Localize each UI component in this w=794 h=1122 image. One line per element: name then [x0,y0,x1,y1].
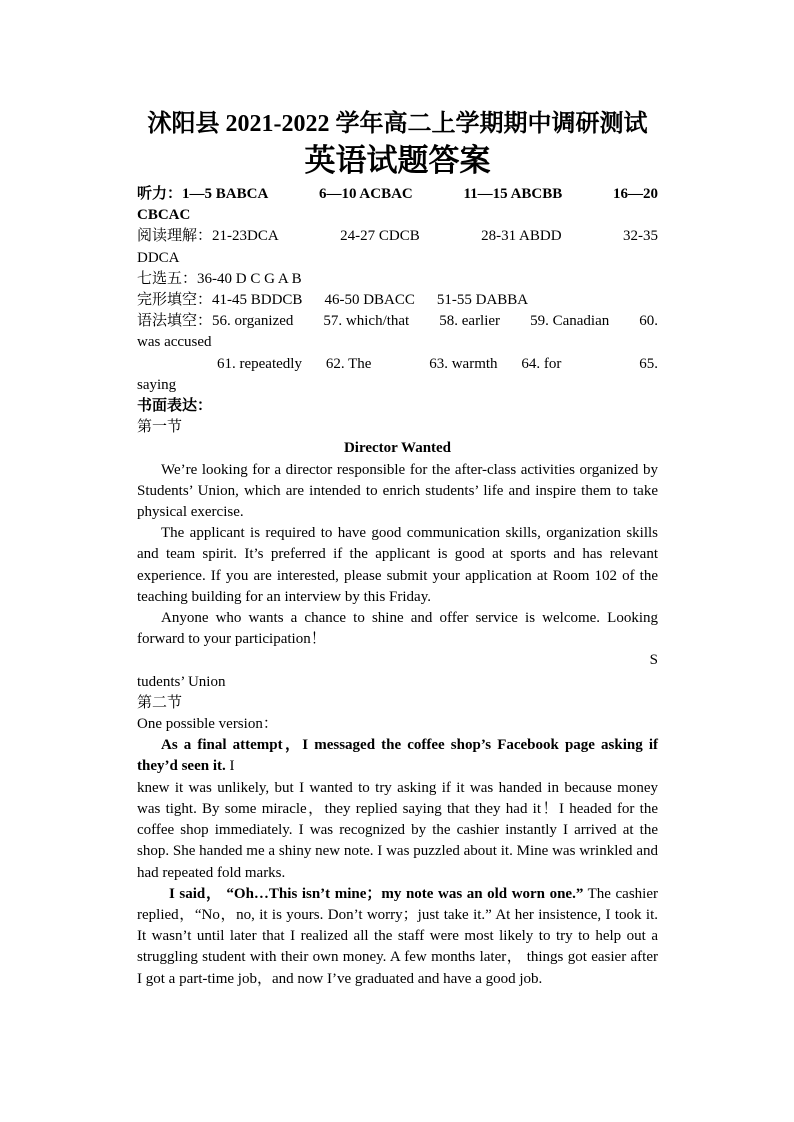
listening-16-20: CBCAC [137,207,191,224]
story-paragraph-2: knew it was unlikely, but I wanted to try asking if it was handed in because money was tight. By some miracle，they replied saying that they had it！I headed for the coffee shop immediately. I was recognized by the cashier instantly I arrived at the shop. She handed me a shiny new note. I was puzzled about it. Mine was wrinkled and had repeated fold marks. [137,779,658,881]
grammar-label: 语法填空： [137,313,213,330]
grammar-60: was accused [137,334,212,351]
grammar-answers-line2 [137,354,658,375]
seven-choose-five [137,269,658,290]
grammar-61: 61. repeatedly [217,355,302,372]
cloze-answers [137,290,658,311]
grammar-62: 62. The [325,355,372,372]
grammar-65-label: 65. [639,355,658,372]
section2-label: 第二节 [137,694,183,711]
grammar-57: 57. which/that [323,313,410,330]
notice-paragraph-1: We’re looking for a director responsible for the after-class activities organized by Students’ Union, which are intended to enrich students’ life and inspire them to take physical exercise. [137,461,658,521]
answer-document [137,108,658,990]
grammar-answers-line1 [137,311,658,332]
writing-label: 书面表达： [137,398,213,415]
reading-label: 阅读理解： [137,228,213,245]
reading-24-27: 24-27 CDCB [340,228,420,245]
story-p1-tail: I [225,758,235,775]
seven-36-40: 36-40 D C G A B [197,270,302,287]
notice-signature-s: S [649,652,658,669]
listening-11-15: 11—15 ABCBB [463,186,563,202]
version-label: One possible version： [137,716,278,733]
seven-label: 七选五： [137,270,198,287]
section1-label: 第一节 [137,419,183,436]
grammar-64: 64. for [521,355,562,372]
reading-21-23: 21-23DCA [212,228,279,245]
cloze-label: 完形填空： [137,292,213,309]
notice-paragraph-3: Anyone who wants a chance to shine and offer service is welcome. Looking forward to your participation！ [137,610,658,648]
cloze-51-55: 51-55 DABBA [436,292,529,309]
reading-32-35: DDCA [137,249,180,266]
grammar-60-label: 60. [639,313,658,330]
cloze-41-45: 41-45 BDDCB [212,292,303,309]
story-p3-bold: I said， “Oh…This isn’t mine；my note was an old worn one.” [169,885,584,902]
story-p3-rest: The cashier replied，“No，no, it is yours. Don’t worry；just take it.” At her insistence, I took it. It wasn’t until later that I realized all the staff were most likely to try to help out a struggling student with their own money. A few months later， things got easier after I got a part-time job，and now I’ve graduated and have a good job. [137,885,658,987]
listening-label: 听力： [137,186,183,202]
grammar-63: 63. warmth [429,355,498,372]
notice-title: Director Wanted [343,440,452,457]
grammar-56: 56. organized [212,313,294,330]
listening-16-20-label: 16—20 [612,186,658,202]
reading-32-35-label: 32-35 [622,228,658,245]
reading-answers [137,226,658,247]
cloze-46-50: 46-50 DBACC [324,292,415,309]
grammar-58: 58. earlier [439,313,501,330]
listening-6-10: 6—10 ACBAC [319,186,413,202]
notice-paragraph-2: The applicant is required to have good communication skills, organization skills and team spirit. It’s preferred if the applicant is good at sports and has relevant experience. If you are interested, please submit your application at Room 102 of the teaching building for an interview by this Friday. [137,525,658,605]
listening-1-5: 1—5 BABCA [182,186,269,202]
grammar-59: 59. Canadian [530,313,610,330]
listening-answers [137,184,658,205]
story-paragraph-1 [137,735,658,777]
notice-signature-rest: tudents’ Union [137,673,226,690]
grammar-65: saying [137,376,177,393]
story-paragraph-3 [137,884,658,990]
document-subtitle: 英语试题答案 [304,143,491,178]
reading-28-31: 28-31 ABDD [481,228,562,245]
document-title: 沭阳县 2021-2022 学年高二上学期期中调研测试 [147,111,648,137]
story-p1-bold: As a final attempt，I messaged the coffee shop’s Facebook page asking if they’d seen it. [137,737,658,775]
